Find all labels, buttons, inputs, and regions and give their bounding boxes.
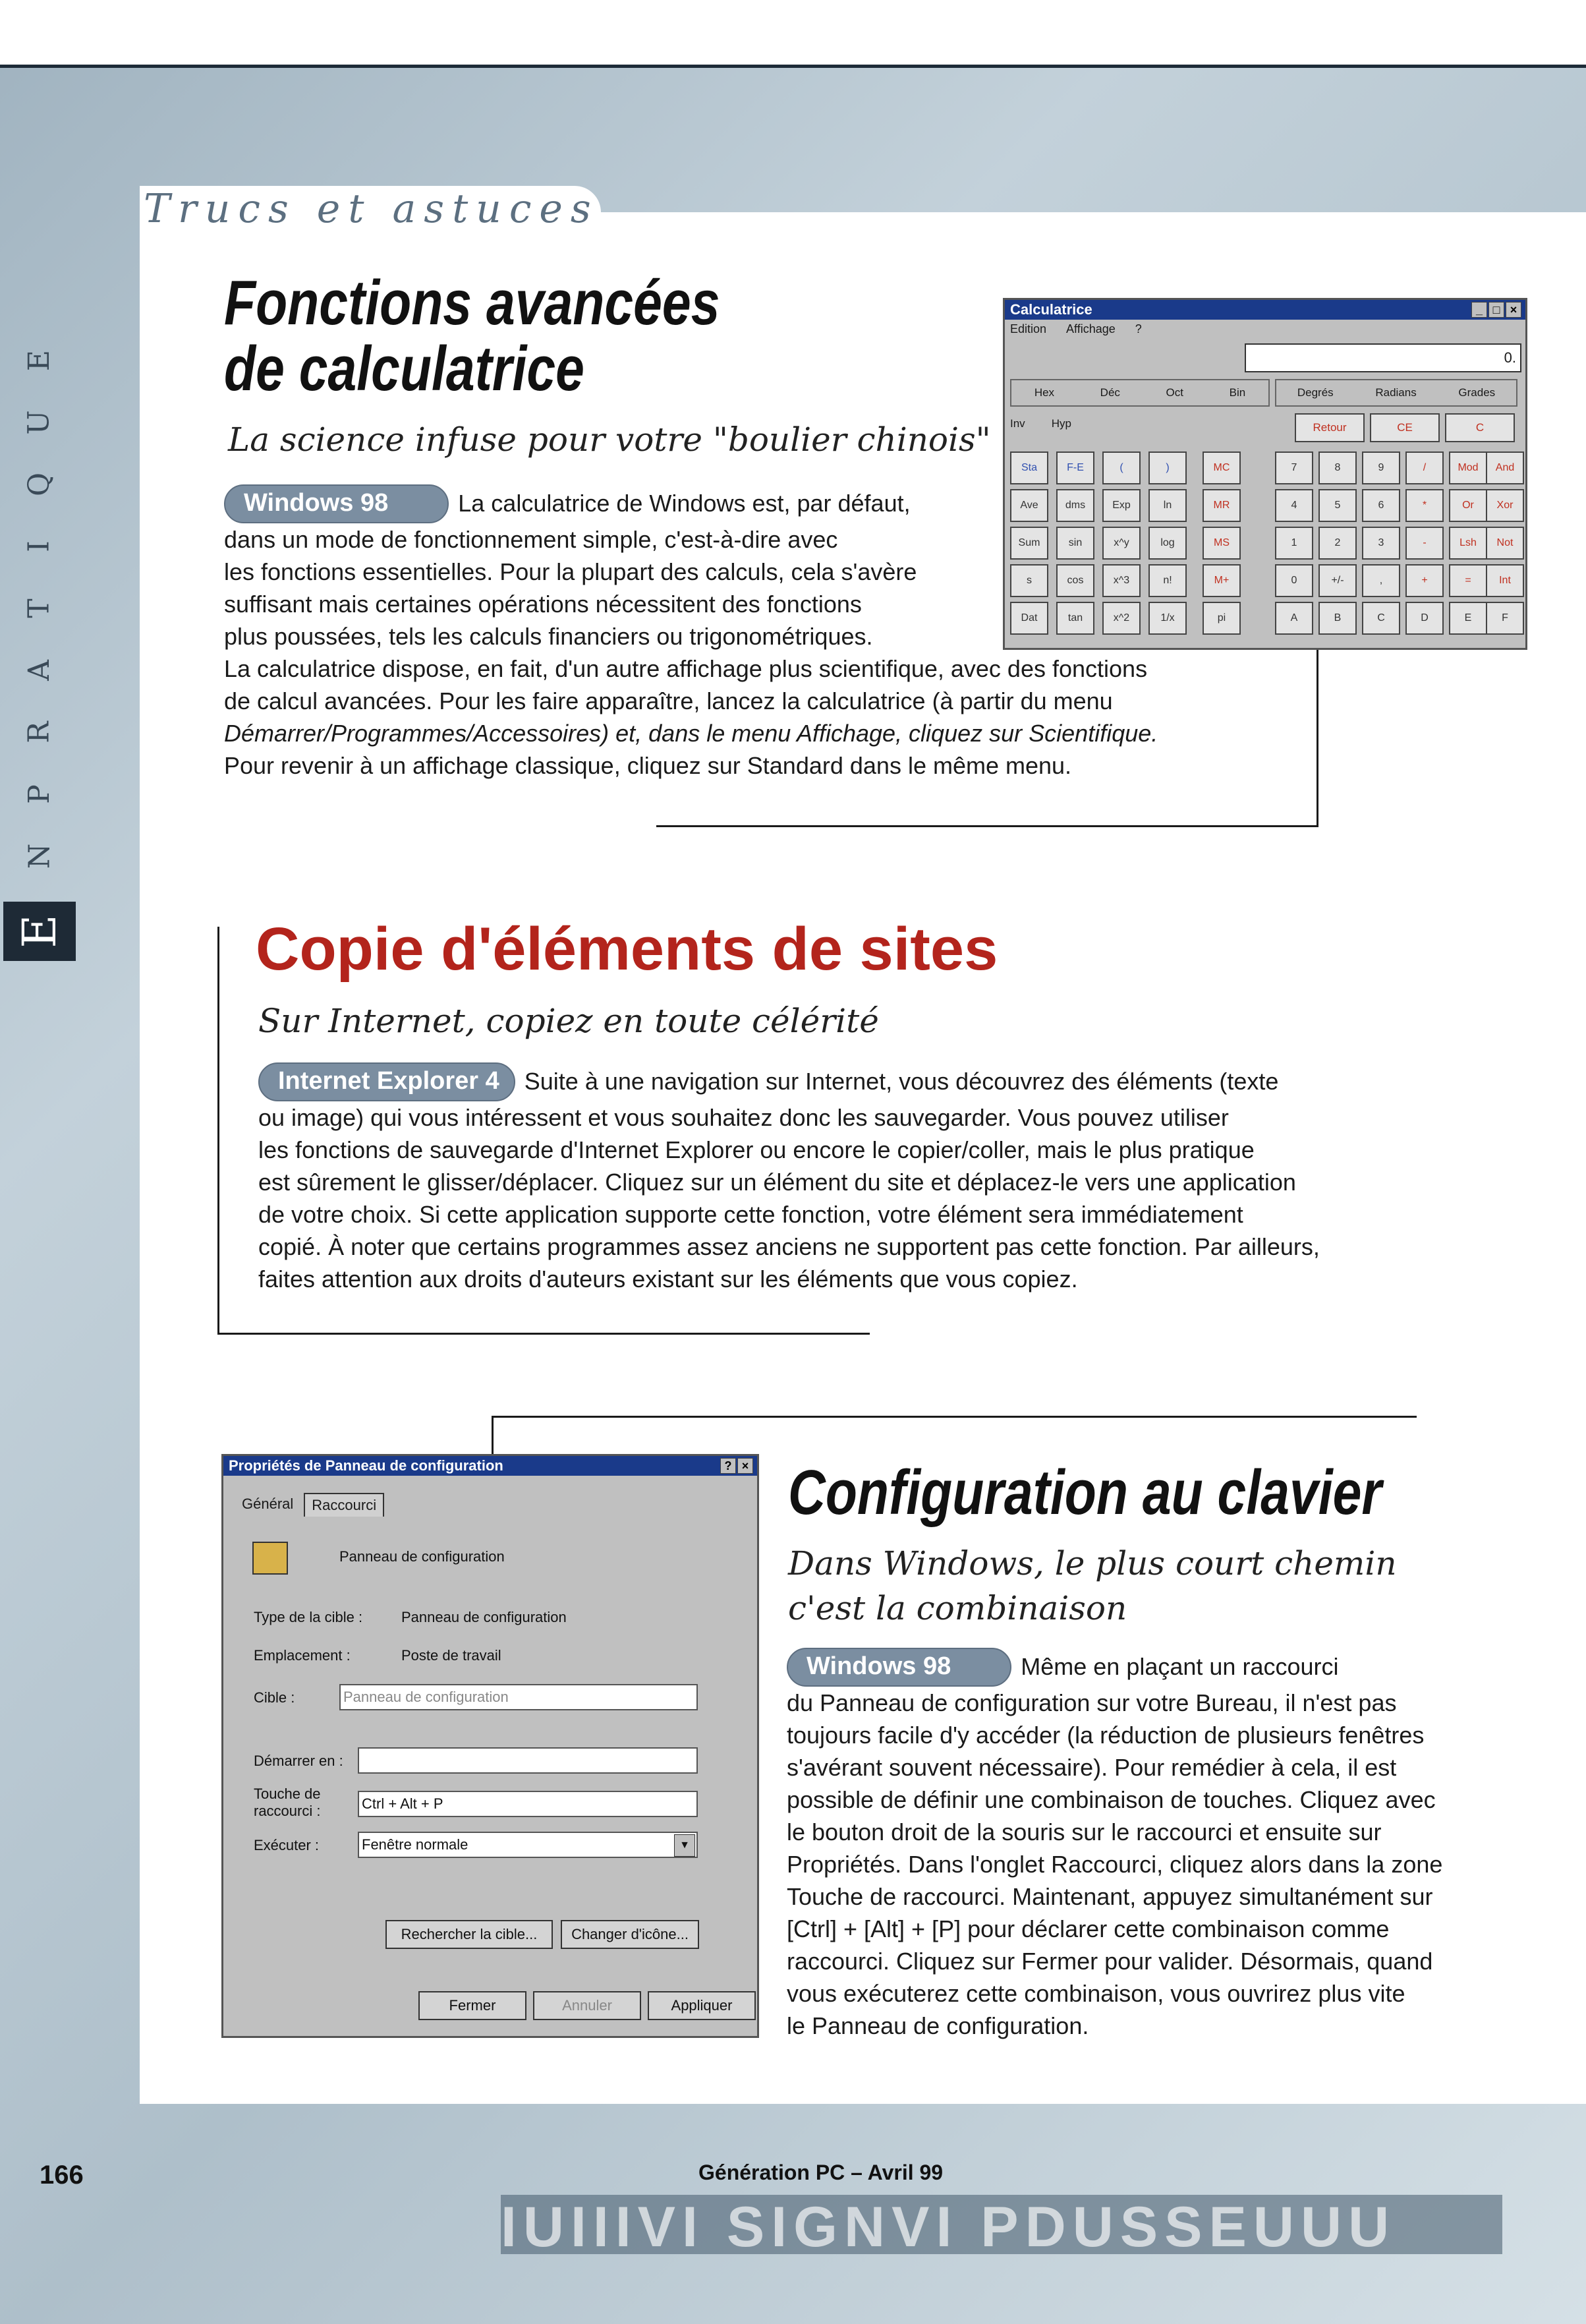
calc-key[interactable]: +/- [1318, 564, 1357, 597]
start-in-label: Démarrer en : [254, 1753, 343, 1769]
calc-key[interactable]: Sta [1010, 451, 1048, 484]
find-target-button[interactable]: Rechercher la cible... [385, 1920, 553, 1949]
calc-key[interactable]: pi [1203, 602, 1241, 635]
publication-info: Génération PC – Avril 99 [698, 2161, 944, 2184]
article2-rule-vertical [217, 927, 219, 1334]
article1-body: Windows 98 La calculatrice de Windows est, par défaut, dans un mode de fonctionnement simple, c'est-à-dire avec les fonctions essentielles. Pour la plupart des calculs, cela s'avère suffisant mais certaines opérations nécessitent des fonctions plus poussées, tels les calculs financiers ou trigonométriques. La calculatrice dispose, en fait, d'un autre affichage plus scientifique, avec des fonctions de calcul avancées. Pour les faire apparaître, lancez la calculatrice (à partir du menu Démarrer/Programmes/Accessoires) et, dans le menu Affichage, cliquez sur Scientifique. Pour revenir à un affichage classique, cliquez sur Standard dans le même menu. [224, 484, 1318, 782]
calc-key[interactable]: Mod [1449, 451, 1487, 484]
article3-subtitle: Dans Windows, le plus court chemin c'est la combinaison [788, 1544, 1397, 1627]
shortcut-key-field[interactable]: Ctrl + Alt + P [358, 1791, 698, 1817]
mode-dec[interactable]: Déc [1100, 386, 1120, 399]
calculator-menubar [1005, 320, 1525, 339]
run-label: Exécuter : [254, 1837, 320, 1853]
calc-key[interactable]: E [1449, 602, 1487, 635]
change-icon-button[interactable]: Changer d'icône... [561, 1920, 699, 1949]
number-base-group [1010, 379, 1270, 407]
dialog-titlebar: Propriétés de Panneau de configuration ? × [223, 1456, 757, 1476]
sidebar-letter-highlight: E [3, 902, 76, 961]
ie4-badge: Internet Explorer 4 [258, 1062, 515, 1101]
article2-subtitle: Sur Internet, copiez en toute célérité [258, 1002, 879, 1040]
calc-key[interactable]: M+ [1203, 564, 1241, 597]
footer-band-text: IUIIIVI SIGNVI PDUSSEUUU [501, 2195, 1396, 2259]
close-button[interactable]: Fermer [418, 1991, 526, 2020]
location-label: Emplacement : [254, 1647, 351, 1664]
retour-button[interactable]: Retour [1295, 413, 1365, 442]
article3-body: Windows 98 Même en plaçant un raccourci du Panneau de configuration sur votre Bureau, il n'est pas toujours facile d'y accéder (la réduction de plusieurs fenêtres s'avérant souvent nécessaire). Pour remédier à cela, il est possible de définir une combinaison de touches. Cliquez avec le bouton droit de la souris sur le raccourci et ensuite sur Propriétés. Dans l'onglet Raccourci, cliquez alors dans la zone Touche de raccourci. Maintenant, appuyez simultanément sur [Ctrl] + [Alt] + [P] pour déclarer cette combinaison comme raccourci. Cliquez sur Fermer pour valider. Désormais, quand vous exécuterez cette combinaison, vous ouvrirez plus vite le Panneau de configuration. [787, 1648, 1525, 2042]
sidebar-letter: U [22, 410, 56, 435]
windows98-badge-2: Windows 98 [787, 1648, 1011, 1687]
location-value: Poste de travail [401, 1647, 501, 1664]
calc-key[interactable]: Lsh [1449, 527, 1487, 560]
calc-key[interactable]: Dat [1010, 602, 1048, 635]
calc-key[interactable]: F-E [1056, 451, 1094, 484]
calc-key[interactable]: / [1405, 451, 1444, 484]
calc-key[interactable]: And [1486, 451, 1524, 484]
calc-key[interactable]: MC [1203, 451, 1241, 484]
close-icon[interactable]: × [1506, 302, 1521, 318]
inv-hyp-checks [1010, 417, 1071, 430]
calc-key[interactable]: A [1275, 602, 1313, 635]
article3-title: Configuration au clavier [788, 1457, 1382, 1528]
tab-general[interactable]: Général [242, 1496, 294, 1512]
mode-hex[interactable]: Hex [1034, 386, 1055, 399]
sidebar-letter: A [22, 660, 56, 681]
calc-key[interactable]: x^2 [1102, 602, 1141, 635]
dialog-heading: Panneau de configuration [339, 1548, 505, 1565]
calc-key[interactable]: Not [1486, 527, 1524, 560]
clear-buttons [1295, 413, 1515, 442]
ce-button[interactable]: CE [1370, 413, 1440, 442]
run-select[interactable]: Fenêtre normale ▼ [358, 1832, 698, 1858]
calc-key[interactable]: 3 [1362, 527, 1400, 560]
mode-bin[interactable]: Bin [1229, 386, 1246, 399]
sidebar-letter: P [22, 784, 56, 804]
calc-key[interactable]: F [1486, 602, 1524, 635]
calc-key[interactable]: ) [1148, 451, 1187, 484]
apply-button[interactable]: Appliquer [648, 1991, 756, 2020]
calc-key[interactable]: Or [1449, 489, 1487, 522]
calculator-display: 0. [1245, 343, 1521, 372]
calc-key[interactable]: MS [1203, 527, 1241, 560]
calc-key[interactable]: Xor [1486, 489, 1524, 522]
target-label: Cible : [254, 1689, 295, 1706]
calc-key[interactable]: s [1010, 564, 1048, 597]
menu-edition[interactable]: Edition [1010, 322, 1047, 335]
tab-raccourci[interactable]: Raccourci [304, 1493, 384, 1517]
calc-key[interactable]: Sum [1010, 527, 1048, 560]
calc-key[interactable]: sin [1056, 527, 1094, 560]
calc-key[interactable]: B [1318, 602, 1357, 635]
calc-key[interactable]: 8 [1318, 451, 1357, 484]
sidebar-letter: Q [22, 472, 56, 497]
sidebar-letter: R [22, 721, 56, 743]
target-field[interactable]: Panneau de configuration [339, 1684, 698, 1710]
calc-key[interactable]: ln [1148, 489, 1187, 522]
minimize-icon[interactable]: _ [1471, 302, 1487, 318]
article1-rule [656, 825, 1318, 827]
calc-key[interactable]: 1/x [1148, 602, 1187, 635]
top-band [0, 0, 1586, 66]
calc-key[interactable]: 5 [1318, 489, 1357, 522]
calc-key[interactable]: C [1362, 602, 1400, 635]
chevron-down-icon[interactable]: ▼ [674, 1834, 695, 1857]
type-value: Panneau de configuration [401, 1609, 567, 1625]
calc-key[interactable]: D [1405, 602, 1444, 635]
sidebar-letter: E [22, 349, 56, 372]
article2-title: Copie d'éléments de sites [256, 915, 998, 983]
section-kicker: Trucs et astuces [144, 186, 599, 232]
type-label: Type de la cible : [254, 1609, 363, 1625]
sidebar-letter: N [22, 843, 56, 869]
mode-oct[interactable]: Oct [1166, 386, 1183, 399]
calc-key[interactable]: * [1405, 489, 1444, 522]
menu-help[interactable]: ? [1135, 322, 1142, 335]
inv-checkbox[interactable]: Inv [1010, 417, 1025, 430]
calc-key[interactable]: , [1362, 564, 1400, 597]
calc-key[interactable]: Exp [1102, 489, 1141, 522]
control-panel-icon [252, 1542, 288, 1575]
shortcut-key-label: Touche de raccourci : [254, 1786, 321, 1819]
sidebar-letter: T [22, 598, 56, 618]
calc-key[interactable]: ( [1102, 451, 1141, 484]
calc-key[interactable]: + [1405, 564, 1444, 597]
article1-title: Fonctions avancées de calculatrice [224, 268, 720, 404]
calc-key[interactable]: n! [1148, 564, 1187, 597]
help-icon[interactable]: ? [720, 1458, 736, 1474]
calc-key[interactable]: 9 [1362, 451, 1400, 484]
calc-key[interactable]: dms [1056, 489, 1094, 522]
hyp-checkbox[interactable]: Hyp [1051, 417, 1071, 430]
top-rule [0, 65, 1586, 68]
angle-unit-group [1275, 379, 1517, 407]
calc-key[interactable]: Ave [1010, 489, 1048, 522]
article1-subtitle: La science infuse pour votre "boulier chinois" [228, 421, 991, 459]
dialog-tabs [235, 1493, 384, 1517]
calc-key[interactable]: - [1405, 527, 1444, 560]
calculator-window [1003, 298, 1527, 650]
calc-key[interactable]: 0 [1275, 564, 1313, 597]
calc-key[interactable]: 1 [1275, 527, 1313, 560]
angle-degres[interactable]: Degrés [1297, 386, 1334, 399]
section-sidebar [0, 330, 79, 989]
angle-radians[interactable]: Radians [1375, 386, 1417, 399]
properties-dialog [221, 1454, 759, 2038]
calc-key[interactable]: = [1449, 564, 1487, 597]
article1-rule-vertical [1317, 646, 1318, 827]
calc-key[interactable]: x^y [1102, 527, 1141, 560]
calc-key[interactable]: log [1148, 527, 1187, 560]
calc-key[interactable]: MR [1203, 489, 1241, 522]
cancel-button[interactable]: Annuler [533, 1991, 641, 2020]
close-icon[interactable]: × [737, 1458, 753, 1474]
c-button[interactable]: C [1445, 413, 1515, 442]
calc-key[interactable]: tan [1056, 602, 1094, 635]
page-number: 166 [40, 2161, 84, 2190]
calc-key[interactable]: x^3 [1102, 564, 1141, 597]
windows98-badge: Windows 98 [224, 484, 449, 523]
calc-key[interactable]: 7 [1275, 451, 1313, 484]
calc-key[interactable]: 6 [1362, 489, 1400, 522]
article3-rule-vertical [492, 1416, 494, 1455]
calc-key[interactable]: 2 [1318, 527, 1357, 560]
calculator-titlebar: Calculatrice _ □ × [1005, 300, 1525, 320]
calc-key[interactable]: cos [1056, 564, 1094, 597]
article2-rule [217, 1333, 870, 1335]
start-in-field[interactable] [358, 1747, 698, 1774]
menu-affichage[interactable]: Affichage [1066, 322, 1116, 335]
maximize-icon[interactable]: □ [1488, 302, 1504, 318]
calc-key[interactable]: 4 [1275, 489, 1313, 522]
article3-rule [492, 1416, 1417, 1418]
calc-key[interactable]: Int [1486, 564, 1524, 597]
angle-grades[interactable]: Grades [1458, 386, 1496, 399]
article2-body: Internet Explorer 4 Suite à une navigation sur Internet, vous découvrez des éléments (texte ou image) qui vous intéressent et vous souhaitez donc les sauvegarder. Vous pouvez utiliser les fonctions de sauvegarde d'Internet Explorer ou encore le copier/coller, mais le plus pratique est sûrement le glisser/déplacer. Cliquez sur un élément du site et déplacez-le vers une application de votre choix. Si cette application supporte cette fonction, votre élément sera immédiatement copié. À noter que certains programmes assez anciens ne supportent pas cette fonction. Par ailleurs, faites attention aux droits d'auteurs existant sur les éléments que vous copiez. [258, 1062, 1444, 1295]
sidebar-letter: I [22, 540, 56, 552]
